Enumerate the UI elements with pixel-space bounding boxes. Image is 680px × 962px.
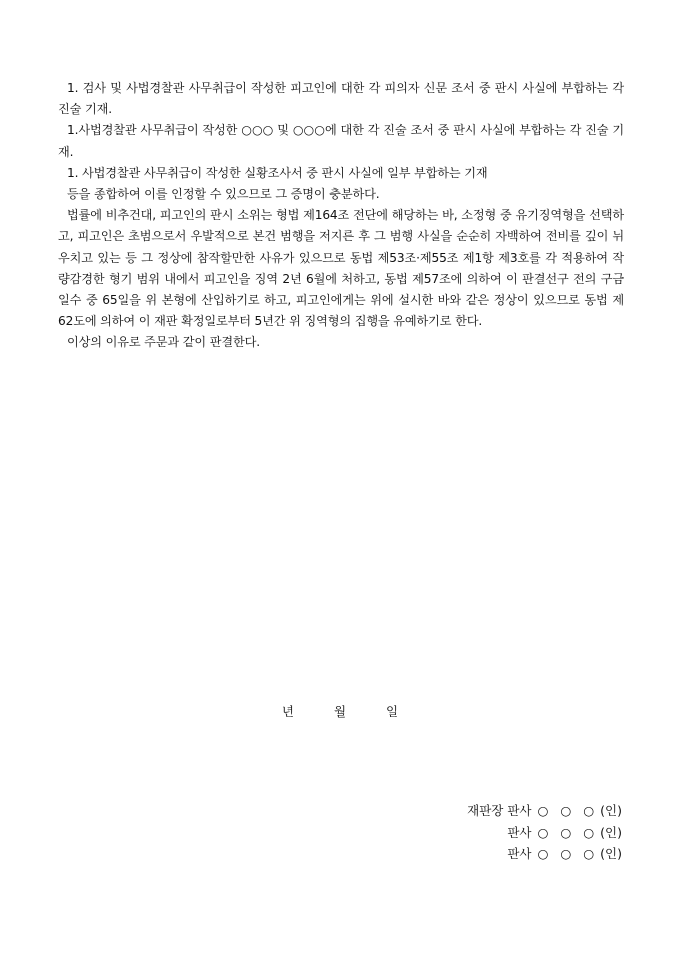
signature-name: ○ ○ ○: [537, 803, 599, 818]
signature-judge-2: [467, 843, 622, 865]
evidence-item-1: 1. 검사 및 사법경찰관 사무취급이 작성한 피고인에 대한 각 피의자 신문 조서 중 판시 사실에 부합하는 각 진술 기재.: [58, 81, 624, 117]
signature-seal: (인): [600, 803, 622, 818]
date-month: 월: [333, 704, 347, 719]
judgment-body: [58, 78, 624, 354]
signature-name: ○ ○ ○: [537, 824, 599, 840]
signature-role: 재판장 판사: [467, 803, 532, 818]
evidence-item-2: 1.사법경찰관 사무취급이 작성한 ○○○ 및 ○○○에 대한 각 진술 조서 중 판시 사실에 부합하는 각 진술 기재.: [58, 123, 624, 159]
evidence-conclusion: 등을 종합하여 이를 인정할 수 있으므로 그 증명이 충분하다.: [67, 187, 380, 202]
evidence-item-3: 1. 사법경찰관 사무취급이 작성한 실황조사서 중 판시 사실에 일부 부합하는 기재: [67, 165, 488, 180]
signature-seal: (인): [600, 846, 622, 861]
signature-judge-1: [467, 822, 622, 844]
signature-role: 판사: [507, 846, 532, 861]
application-of-law: 법률에 비추건대, 피고인의 판시 소위는 형법 제164조 전단에 해당하는 바, 소정형 중 유기징역형을 선택하고, 피고인은 초범으로서 우발적으로 본건 범행을 저지른 후 그 범행 사실을 순순히 자백하여 전비를 깊이 뉘우치고 있는 등 그 정상에 참작할만한 사유가 있으므로 동법 제53조·제55조 제1항 제3호를 각 적용하여 작량감경한 형기 범위 내에서 피고인을 징역 2년 6월에 처하고, 동법 제57조에 의하여 이 판결선구 전의 구금일수 중 65일을 위 본형에 산입하기로 하고, 피고인에게는 위에 설시한 바와 같은 정상이 있으므로 동법 제62도에 의하여 이 재판 확정일로부터 5년간 위 징역형의 집행을 유예하기로 한다.: [58, 208, 624, 329]
signature-role: 판사: [507, 824, 532, 840]
signature-seal: (인): [600, 824, 622, 840]
signature-name: ○ ○ ○: [537, 846, 599, 861]
judge-signatures: [467, 800, 622, 865]
signature-presiding-judge: [467, 800, 622, 822]
date-year: 년: [281, 704, 294, 719]
date-day: 일: [386, 704, 399, 719]
judgment-date: [0, 702, 680, 720]
closing-statement: 이상의 이유로 주문과 같이 판결한다.: [67, 335, 260, 350]
